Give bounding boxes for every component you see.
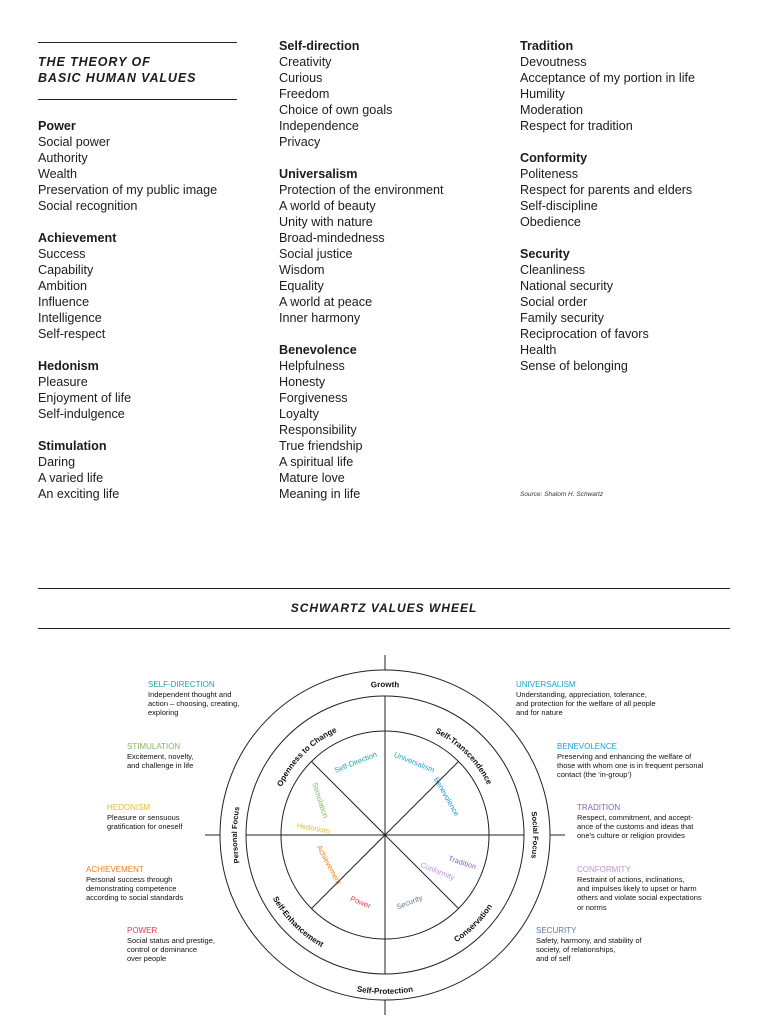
annotation-description: Restraint of actions, inclinations, and impulses likely to upset or harm others and violate social expectations or norms [577, 874, 702, 912]
value-item: Social recognition [38, 199, 138, 213]
outer-label-self-protection: Self-Protection [356, 984, 414, 996]
value-item: Acceptance of my portion in life [520, 71, 696, 85]
segment-label-tradition: Tradition [447, 853, 478, 872]
annotation-power [127, 926, 215, 964]
value-item: Independence [279, 119, 359, 133]
value-group-title: Universalism [279, 167, 358, 181]
value-item: A varied life [38, 471, 104, 485]
value-item: Ambition [38, 279, 87, 293]
wheel-spokes [281, 731, 489, 939]
value-item: Capability [38, 263, 94, 277]
annotation-self-direction [148, 680, 239, 718]
annotation-title: SELF-DIRECTION [148, 680, 215, 689]
outer-label-personal-focus: Personal Focus [229, 805, 242, 865]
value-item: Responsibility [279, 423, 357, 437]
value-item: Mature love [279, 471, 345, 485]
value-group-title: Achievement [38, 231, 117, 245]
annotation-achievement [86, 865, 183, 903]
annotation-title: POWER [127, 926, 158, 935]
value-group-title: Benevolence [279, 343, 357, 357]
value-item: Cleanliness [520, 263, 586, 277]
value-item: Intelligence [38, 311, 102, 325]
value-item: Inner harmony [279, 311, 361, 325]
segment-label-power: Power [349, 894, 373, 911]
value-item: Respect for parents and elders [520, 183, 693, 197]
annotation-title: SECURITY [536, 926, 577, 935]
value-item: Pleasure [38, 375, 88, 389]
value-item: Unity with nature [279, 215, 373, 229]
value-item: Loyalty [279, 407, 319, 421]
value-item: Moderation [520, 103, 584, 117]
value-item: Forgiveness [279, 391, 348, 405]
value-group-title: Security [520, 247, 570, 261]
value-item: Wisdom [279, 263, 325, 277]
annotation-title: BENEVOLENCE [557, 742, 618, 751]
annotation-security [536, 926, 642, 964]
value-item: Success [38, 247, 86, 261]
value-group-title: Stimulation [38, 439, 107, 453]
outer-label-social-focus: Social Focus [529, 810, 541, 860]
value-item: A world of beauty [279, 199, 376, 213]
segment-label-achievement: Achievement [314, 843, 344, 887]
segment-label-benevolence: Benevolence [431, 775, 462, 818]
value-item: Broad-mindedness [279, 231, 385, 245]
value-group-title: Power [38, 119, 76, 133]
middle-label-self-enhancement: Self-Enhancement [270, 894, 326, 950]
value-item: Influence [38, 295, 90, 309]
annotation-title: STIMULATION [127, 742, 181, 751]
value-item: Self-indulgence [38, 407, 125, 421]
value-item: Daring [38, 455, 76, 469]
middle-label-conservation: Conservation [452, 902, 495, 945]
annotation-title: HEDONISM [107, 803, 151, 812]
value-item: A world at peace [279, 295, 373, 309]
annotation-hedonism [107, 803, 182, 831]
value-item: Enjoyment of life [38, 391, 132, 405]
annotation-benevolence [557, 742, 703, 780]
value-group-title: Hedonism [38, 359, 99, 373]
segment-label-conformity: Conformity [419, 860, 457, 883]
value-item: An exciting life [38, 487, 120, 501]
value-item: Humility [520, 87, 565, 101]
value-item: Protection of the environment [279, 183, 444, 197]
value-item: Health [520, 343, 557, 357]
value-item: Equality [279, 279, 324, 293]
value-item: Wealth [38, 167, 77, 181]
value-item: Reciprocation of favors [520, 327, 649, 341]
value-item: Honesty [279, 375, 326, 389]
segment-label-self-direction: Self-Direction [333, 749, 379, 775]
value-item: Self-discipline [520, 199, 598, 213]
annotation-description: Respect, commitment, and accept- ance of the customs and ideas that one’s culture or religion provides [577, 812, 694, 841]
value-item: Social order [520, 295, 588, 309]
value-group-title: Self-direction [279, 39, 360, 53]
wheel-title: SCHWARTZ VALUES WHEEL [290, 601, 478, 615]
value-item: True friendship [279, 439, 363, 453]
value-item: Social justice [279, 247, 353, 261]
theory-title-line-1: THE THEORY OF [38, 55, 151, 69]
value-item: Respect for tradition [520, 119, 633, 133]
value-item: Privacy [279, 135, 321, 149]
annotation-conformity [577, 865, 702, 912]
value-item: Social power [38, 135, 111, 149]
value-group-title: Tradition [520, 39, 574, 53]
segment-label-stimulation: Stimulation [310, 781, 331, 820]
annotation-tradition [577, 803, 693, 841]
annotation-description: Preserving and enhancing the welfare of those with whom one is in frequent personal contact (the ‘in-group’) [557, 751, 704, 780]
annotation-universalism [516, 680, 656, 718]
annotation-description: Excitement, novelty, and challenge in life [127, 751, 194, 771]
annotation-description: Pleasure or sensuous gratification for oneself [107, 812, 183, 832]
annotation-description: Understanding, appreciation, tolerance, and protection for the welfare of all people and for nature [516, 689, 656, 718]
source-note: Source: Shalom H. Schwartz [520, 491, 604, 498]
middle-label-openness-to-change: Openness to Change [275, 725, 338, 788]
theory-title-line-2: BASIC HUMAN VALUES [38, 71, 197, 85]
value-item: Meaning in life [279, 487, 361, 501]
annotation-title: CONFORMITY [577, 865, 631, 874]
value-item: Self-respect [38, 327, 106, 341]
annotation-description: Independent thought and action – choosing, creating, exploring [148, 689, 240, 718]
value-item: Politeness [520, 167, 579, 181]
value-group-title: Conformity [520, 151, 588, 165]
segment-label-security: Security [395, 892, 424, 912]
value-item: National security [520, 279, 614, 293]
annotation-title: TRADITION [577, 803, 621, 812]
annotation-title: ACHIEVEMENT [86, 865, 144, 874]
annotation-description: Social status and prestige, control or dominance over people [127, 935, 215, 964]
value-item: Choice of own goals [279, 103, 393, 117]
value-item: Preservation of my public image [38, 183, 218, 197]
annotation-title: UNIVERSALISM [516, 680, 576, 689]
value-item: Helpfulness [279, 359, 345, 373]
annotation-description: Personal success through demonstrating competence according to social standards [86, 874, 184, 903]
annotation-description: Safety, harmony, and stability of society, of relationships, and of self [536, 935, 642, 964]
value-item: Sense of belonging [520, 359, 628, 373]
value-item: Creativity [279, 55, 332, 69]
annotation-stimulation [127, 742, 194, 770]
value-item: A spiritual life [279, 455, 354, 469]
value-item: Obedience [520, 215, 581, 229]
value-item: Freedom [279, 87, 330, 101]
value-item: Authority [38, 151, 88, 165]
segment-label-hedonism: Hedonism [295, 820, 331, 836]
value-item: Family security [520, 311, 604, 325]
middle-label-self-transcendence: Self-Transcendence [434, 726, 494, 786]
segment-label-universalism: Universalism [392, 750, 436, 775]
value-item: Devoutness [520, 55, 587, 69]
outer-label-growth: Growth [370, 679, 400, 690]
value-item: Curious [279, 71, 323, 85]
